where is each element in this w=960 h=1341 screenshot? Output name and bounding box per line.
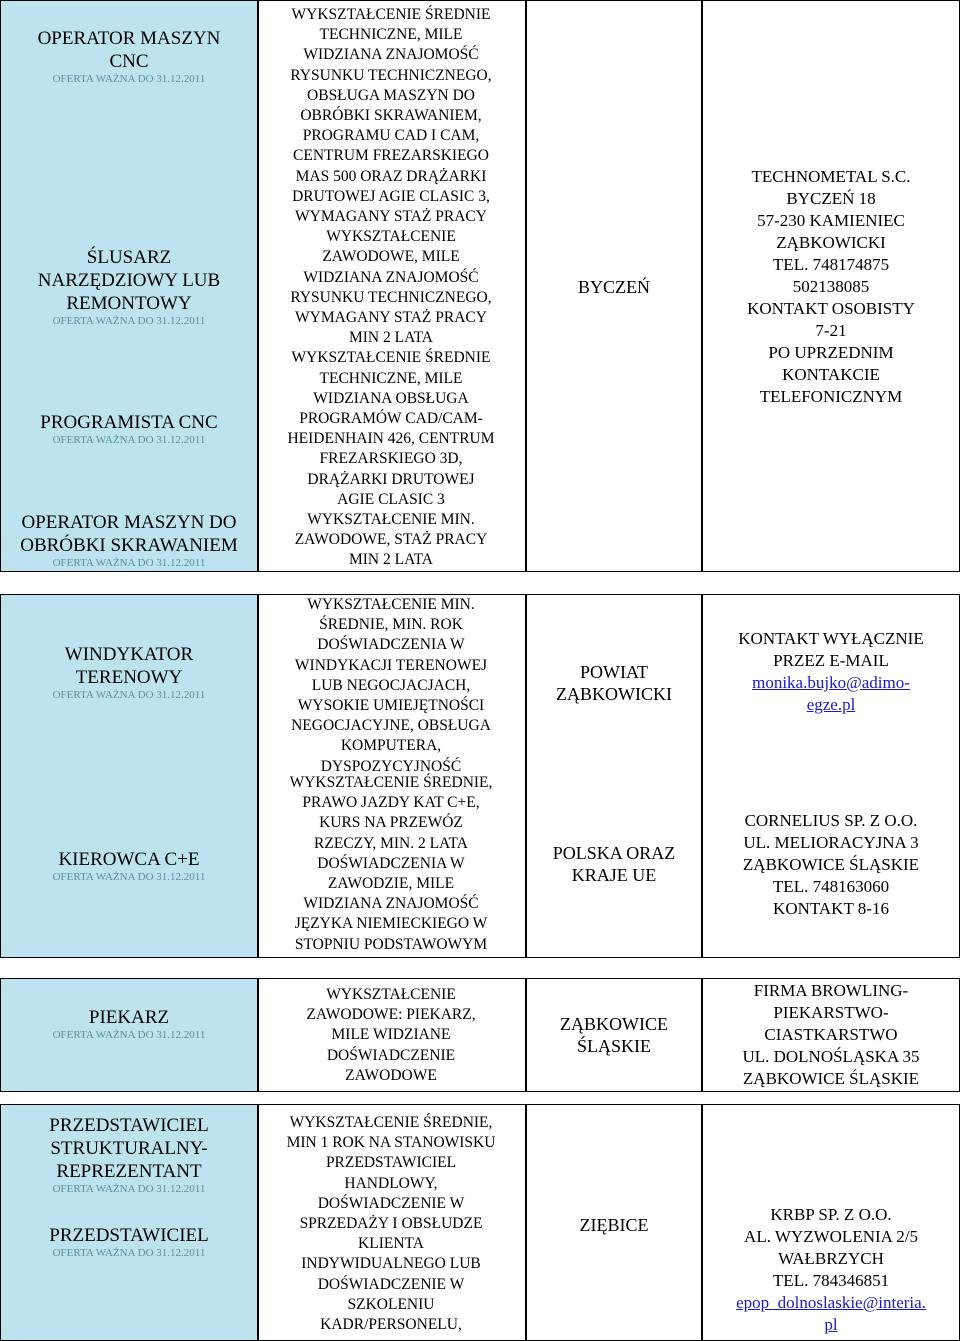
offer-validity: OFERTA WAŻNA DO 31.12.2011 <box>52 1183 206 1195</box>
row-separator <box>0 572 960 594</box>
requirement-line: ŚREDNIE, MIN. ROK <box>319 616 463 634</box>
contact-line: CIASTKARSTWO <box>764 1025 898 1044</box>
position-title: NARZĘDZIOWY LUB <box>37 270 221 291</box>
requirement-line: WYMAGANY STAŻ PRACY <box>295 208 487 226</box>
contact-line: BYCZEŃ 18 <box>786 189 876 208</box>
offer-validity: OFERTA WAŻNA DO 31.12.2011 <box>52 1247 206 1259</box>
requirement-line: INDYWIDUALNEGO LUB <box>301 1255 481 1273</box>
requirement-line: OBSŁUGA MASZYN DO <box>307 86 475 104</box>
position-title: PIEKARZ <box>88 1007 170 1028</box>
contact-line: ZĄBKOWICKI <box>776 233 886 252</box>
email-link[interactable]: monika.bujko@adimo- <box>752 673 910 692</box>
requirement-line: MIN 2 LATA <box>348 329 433 347</box>
requirement-line: CENTRUM FREZARSKIEGO <box>293 147 489 165</box>
contact-group-2 <box>706 628 956 716</box>
position-title: REMONTOWY <box>66 293 192 314</box>
requirement-line: PRAWO JAZDY KAT C+E, <box>302 794 480 812</box>
offer-validity: OFERTA WAŻNA DO 31.12.2011 <box>52 73 206 85</box>
contact-line: TEL. 748174875 <box>772 255 890 274</box>
requirement-line: ZAWODOWE <box>345 1066 437 1084</box>
position-title: STRUKTURALNY- <box>50 1138 208 1159</box>
requirements-text-group-2 <box>262 595 520 777</box>
contact-line: AL. WYZWOLENIA 2/5 <box>744 1227 918 1246</box>
email-link[interactable]: pl <box>824 1315 838 1334</box>
requirement-line: RZECZY, MIN. 2 LATA <box>314 834 468 852</box>
location-group-5 <box>530 1214 698 1236</box>
requirement-line: OBRÓBKI SKRAWANIEM, <box>300 107 482 125</box>
contact-line: PO UPRZEDNIM <box>768 343 894 362</box>
requirement-line: DRĄŻARKI DRUTOWEJ <box>307 470 475 488</box>
contact-line: KRBP SP. Z O.O. <box>770 1205 892 1224</box>
requirement-line: WYKSZTAŁCENIE ŚREDNIE <box>291 349 491 367</box>
row-separator <box>0 958 960 978</box>
offer-validity: OFERTA WAŻNA DO 31.12.2011 <box>52 434 206 446</box>
requirement-line: WYKSZTAŁCENIE ŚREDNIE, <box>289 774 493 791</box>
position-kierowca <box>2 848 256 884</box>
contact-group-4 <box>706 980 956 1090</box>
requirement-line: WYKSZTAŁCENIE <box>326 986 456 1003</box>
contact-group-1 <box>706 166 956 408</box>
requirement-line: KURS NA PRZEWÓZ <box>319 814 463 832</box>
requirement-line: WIDZIANA ZNAJOMOŚĆ <box>303 895 479 913</box>
location-group-2 <box>530 661 698 705</box>
requirement-line: SZKOLENIU <box>347 1295 435 1313</box>
requirement-line: KADR/PERSONELU, <box>320 1316 462 1334</box>
contact-line: 57-230 KAMIENIEC <box>757 211 905 230</box>
location-line: BYCZEŃ <box>578 277 650 297</box>
requirement-line: DOŚWIADCZENIA W <box>317 854 465 872</box>
requirement-line: RYSUNKU TECHNICZNEGO, <box>290 66 492 84</box>
requirement-line: TECHNICZNE, MILE <box>319 26 463 44</box>
requirement-line: WINDYKACJI TERENOWEJ <box>294 656 488 674</box>
position-title: PRZEDSTAWICIEL <box>49 1115 209 1136</box>
requirement-line: STOPNIU PODSTAWOWYM <box>294 935 488 953</box>
position-title: ŚLUSARZ <box>86 247 172 268</box>
requirement-line: WYKSZTAŁCENIE ŚREDNIE, <box>289 1114 493 1131</box>
position-przedstawiciel <box>2 1224 256 1260</box>
position-title: OBRÓBKI SKRAWANIEM <box>20 535 238 556</box>
contact-line: TELEFONICZNYM <box>759 387 903 406</box>
location-cell-group-2 <box>526 594 702 958</box>
requirement-line: DOŚWIADCZENIE <box>326 1046 456 1064</box>
location-line: KRAJE UE <box>571 865 657 885</box>
requirement-line: SPRZEDAŻY I OBSŁUDZE <box>299 1215 483 1233</box>
requirement-line: WYSOKIE UMIEJĘTNOŚCI <box>297 697 485 715</box>
requirement-line: DYSPOZYCYJNOŚĆ <box>320 757 462 775</box>
offer-validity: OFERTA WAŻNA DO 31.12.2011 <box>52 315 206 327</box>
offer-validity: OFERTA WAŻNA DO 31.12.2011 <box>52 557 206 569</box>
offer-validity: OFERTA WAŻNA DO 31.12.2011 <box>52 689 206 701</box>
requirement-line: ZAWODOWE, MILE <box>322 248 460 266</box>
requirements-text-group-4 <box>262 985 520 1086</box>
requirement-line: HEIDENHAIN 426, CENTRUM <box>287 430 495 448</box>
contact-line: PIEKARSTWO- <box>773 1003 889 1022</box>
requirement-line: MILE WIDZIANE <box>331 1026 451 1044</box>
requirement-line: FREZARSKIEGO 3D, <box>319 450 463 468</box>
position-title: OPERATOR MASZYN <box>37 28 221 49</box>
contact-line: UL. MELIORACYJNA 3 <box>743 833 919 852</box>
requirement-line: MIN 1 ROK NA STANOWISKU <box>286 1134 496 1152</box>
contact-line: TECHNOMETAL S.C. <box>751 167 911 186</box>
position-piekarz <box>2 1006 256 1042</box>
location-line: ZĄBKOWICE <box>560 1014 668 1034</box>
location-line: ŚLĄSKIE <box>576 1036 651 1056</box>
requirement-line: PROGRAMÓW CAD/CAM- <box>299 410 483 428</box>
contact-line: WAŁBRZYCH <box>778 1249 884 1268</box>
location-line: ZĄBKOWICKI <box>556 684 672 704</box>
requirement-line: WIDZIANA ZNAJOMOŚĆ <box>303 268 479 286</box>
location-group-1 <box>530 276 698 298</box>
offer-validity: OFERTA WAŻNA DO 31.12.2011 <box>52 871 206 883</box>
position-title: TERENOWY <box>75 667 183 688</box>
requirement-line: PROGRAMU CAD I CAM, <box>302 127 480 145</box>
requirement-line: KOMPUTERA, <box>340 737 442 755</box>
location-line: POWIAT <box>580 662 648 682</box>
contact-line: KONTAKT WYŁĄCZNIE <box>738 629 924 648</box>
requirement-line: ZAWODOWE, STAŻ PRACY <box>294 531 488 549</box>
contact-line: UL. DOLNOŚLĄSKA 35 <box>742 1047 920 1066</box>
requirement-line: DRUTOWEJ AGIE CLASIC 3, <box>292 187 490 205</box>
contact-line: CORNELIUS SP. Z O.O. <box>744 811 918 830</box>
requirement-line: DOŚWIADCZENIA W <box>317 636 465 654</box>
requirement-line: TECHNICZNE, MILE <box>319 369 463 387</box>
email-link[interactable]: epop_dolnoslaskie@interia. <box>736 1293 926 1312</box>
contact-line: KONTAKT 8-16 <box>773 899 889 918</box>
requirements-text-group-1 <box>262 5 520 571</box>
position-title: PRZEDSTAWICIEL <box>49 1225 209 1246</box>
requirement-line: ZAWODOWE: PIEKARZ, <box>306 1006 476 1024</box>
requirement-line: ZAWODZIE, MILE <box>327 875 455 893</box>
requirement-line: WIDZIANA OBSŁUGA <box>313 389 469 407</box>
requirement-line: DOŚWIADCZENIE W <box>317 1275 465 1293</box>
position-programista-cnc <box>2 411 256 447</box>
contact-line: KONTAKCIE <box>782 365 880 384</box>
requirement-line: HANDLOWY, <box>344 1174 438 1192</box>
location-group-4 <box>530 1013 698 1057</box>
requirement-line: WYKSZTAŁCENIE ŚREDNIE <box>291 6 491 23</box>
contact-line: TEL. 784346851 <box>772 1271 890 1290</box>
offer-validity: OFERTA WAŻNA DO 31.12.2011 <box>52 1029 206 1041</box>
email-link[interactable]: egze.pl <box>806 695 856 714</box>
position-slusarz <box>2 246 256 328</box>
position-operator-obrobki <box>2 511 256 570</box>
contact-line: TEL. 748163060 <box>772 877 890 896</box>
position-title: CNC <box>109 51 149 72</box>
contact-line: ZĄBKOWICE ŚLĄSKIE <box>742 855 920 874</box>
requirement-line: DOŚWIADCZENIE W <box>317 1194 465 1212</box>
requirement-line: WYKSZTAŁCENIE MIN. <box>307 511 475 529</box>
requirement-line: KLIENTA <box>358 1235 424 1253</box>
contact-line: KONTAKT OSOBISTY <box>747 299 915 318</box>
requirement-line: PRZEDSTAWICIEL <box>325 1154 457 1172</box>
requirement-line: WIDZIANA ZNAJOMOŚĆ <box>303 46 479 64</box>
requirement-line: JĘZYKA NIEMIECKIEGO W <box>294 915 488 933</box>
requirement-line: MAS 500 ORAZ DRĄŻARKI <box>295 167 487 185</box>
position-przedstawiciel-strukturalny <box>2 1114 256 1196</box>
position-title: REPREZENTANT <box>56 1161 202 1182</box>
position-operator-maszyn-cnc <box>2 27 256 86</box>
requirement-line: WYKSZTAŁCENIE <box>326 228 456 246</box>
location-group-3 <box>530 842 698 886</box>
contact-line: FIRMA BROWLING- <box>753 981 909 1000</box>
contact-line: 502138085 <box>792 277 870 296</box>
position-windykator <box>2 643 256 702</box>
contact-line: ZĄBKOWICE ŚLĄSKIE <box>742 1069 920 1088</box>
requirement-line: MIN 2 LATA <box>348 551 433 569</box>
location-line: ZIĘBICE <box>579 1215 649 1235</box>
requirement-line: RYSUNKU TECHNICZNEGO, <box>290 288 492 306</box>
contact-group-3 <box>706 810 956 920</box>
contact-line: 7-21 <box>815 321 847 340</box>
location-line: POLSKA ORAZ <box>552 843 676 863</box>
requirement-line: LUB NEGOCJACJACH, <box>311 676 471 694</box>
requirement-line: WYMAGANY STAŻ PRACY <box>295 309 487 327</box>
requirement-line: NEGOCJACYJNE, OBSŁUGA <box>291 717 491 735</box>
position-title: WINDYKATOR <box>64 644 194 665</box>
requirement-line: AGIE CLASIC 3 <box>337 490 445 508</box>
position-title: KIEROWCA C+E <box>58 849 200 870</box>
position-title: PROGRAMISTA CNC <box>40 412 218 433</box>
requirements-text-group-3 <box>262 773 520 955</box>
contact-group-5 <box>706 1204 956 1336</box>
requirements-text-group-5 <box>262 1113 520 1335</box>
requirement-line: WYKSZTAŁCENIE MIN. <box>307 596 475 613</box>
position-title: OPERATOR MASZYN DO <box>21 512 237 533</box>
contact-line: PRZEZ E-MAIL <box>773 651 889 670</box>
